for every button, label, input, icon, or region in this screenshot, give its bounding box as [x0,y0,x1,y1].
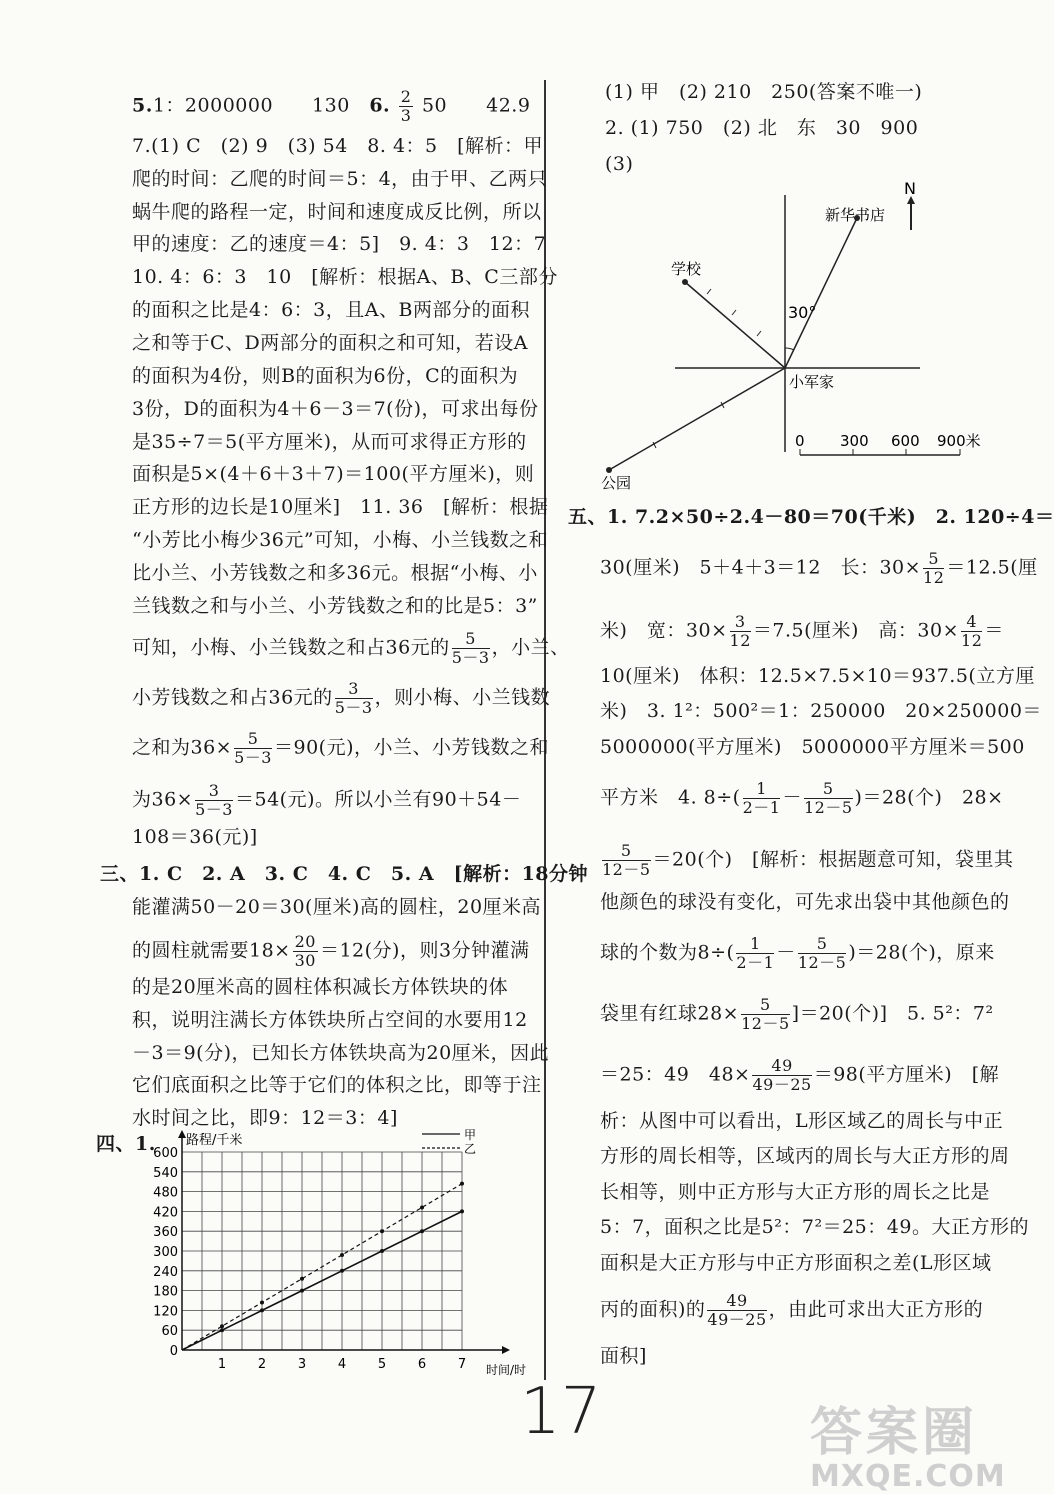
park-label: 公园 [601,474,632,492]
y-tick-label: 240 [153,1264,178,1280]
home-label: 小军家 [789,373,835,391]
answer-line: 球的个数为8÷( $\frac{1}{2-1}$ － $\frac{5}{12-5}$ )＝28(个)，原来 [600,934,995,972]
fraction: $\frac{5}{12-5}$ [797,934,847,972]
park-point [606,467,612,473]
school-label: 学校 [671,260,702,278]
y-tick-label: 300 [153,1245,178,1260]
answer-line: 平方米 4. 8÷( $\frac{1}{2-1}$ － $\frac{5}{12-5}$ )＝28(个) 28× [600,779,1004,817]
data-point [260,1308,264,1312]
answer-line: 之和为36× $\frac{5}{5-3}$ ＝90(元)，小兰、小芳钱数之和 [132,729,549,767]
answer-line: 7.(1) C (2) 9 (3) 54 8. 4：5 [解析：甲 [132,135,544,157]
data-point [380,1249,384,1253]
answer-line: (1) 甲 (2) 210 250(答案不唯一) [605,81,923,103]
route-to-park [609,368,785,470]
fraction: $\frac{2}{3}$ [400,87,412,125]
answer-line: 3份，D的面积为4＋6－3＝7(份)，可求出每份 [132,398,539,420]
answer-line: 爬的时间：乙爬的时间＝5：4，由于甲、乙两只 [132,168,548,190]
answer-line: 兰钱数之和与小兰、小芳钱数之和的比是5：3” [132,595,538,617]
fraction: $\frac{5}{5-3}$ [234,729,272,767]
legend-label: 甲 [464,1128,477,1142]
section-three-line: 三、1. C 2. A 3. C 4. C 5. A [解析：18分钟 [100,863,589,885]
answer-line: 能灌满50－20＝30(厘米)高的圆柱，20厘米高 [132,896,542,918]
answer-line: “小芳比小梅少36元”可知，小梅、小兰钱数之和 [132,529,549,551]
answer-line: 米) 3. 1²：500²＝1：250000 20×250000＝ [600,700,1042,722]
answer-line: 的面积之比是4：6：3，且A、B两部分的面积 [132,299,530,321]
y-tick-label: 0 [169,1344,178,1359]
answer-line: 方形的周长相等，区域丙的周长与大正方形的周 [600,1145,1010,1167]
answer-line: 的面积为4份，则B的面积为6份，C的面积为 [132,365,519,387]
answer-line: 108＝36(元)] [132,826,258,848]
answer-line: 5：7，面积之比是5²：7²＝25：49。大正方形的 [600,1216,1029,1238]
x-tick-label: 6 [417,1357,427,1372]
y-tick-label: 360 [153,1225,178,1241]
y-tick-label: 420 [153,1205,178,1221]
tick [757,331,761,336]
answer-line: 10. 4：6：3 10 [解析：根据A、B、C三部分 [132,266,558,288]
data-point [420,1229,424,1233]
scale-label: 600 [891,432,920,450]
y-tick-label: 540 [153,1165,178,1181]
data-point [300,1277,304,1281]
y-axis-arrow-icon [178,1130,186,1138]
answer-line: 长相等，则中正方形与大正方形的周长之比是 [600,1181,991,1203]
answer-line: 为36× $\frac{3}{5-3}$ ＝54(元)。所以小兰有90＋54－ [132,781,522,819]
answer-line: 蜗牛爬的路程一定，时间和速度成反比例，所以 [132,201,542,223]
data-point [340,1269,344,1273]
legend-label: 乙 [464,1142,477,1156]
data-point [340,1253,344,1257]
y-tick-label: 480 [153,1185,178,1201]
scale-label: 0 [795,432,805,450]
distance-time-chart [140,1128,540,1377]
answer-line: 可知，小梅、小兰钱数之和占36元的 $\frac{5}{5-3}$ ，小兰、 [132,629,570,667]
x-tick-label: 2 [257,1357,267,1372]
answer-line: $\frac{5}{12-5}$ ＝20(个) [解析：根据题意可知，袋里其 [602,841,1014,879]
x-axis-label: 时间/时 [486,1363,527,1377]
answer-line: 析：从图中可以看出，L形区域乙的周长与中正 [600,1110,1004,1132]
tick [732,310,736,315]
data-point [380,1229,384,1233]
answer-line: 小芳钱数之和占36元的 $\frac{3}{5-3}$ ，则小梅、小兰钱数 [132,679,551,717]
answer-line: 积，说明注满长方体铁块所占空间的水要用12 [132,1009,528,1031]
fraction: $\frac{3}{12}$ [729,612,751,650]
answer-line: 5000000(平方厘米) 5000000平方厘米＝500 [600,736,1025,758]
fraction: $\frac{5}{12-5}$ [741,995,790,1033]
answer-line: 之和等于C、D两部分的面积之和可知，若设A [132,332,528,354]
answer-line: 面积是5×(4＋6＋3＋7)＝100(平方厘米)，则 [132,463,535,485]
y-axis-label: 路程/千米 [186,1133,243,1148]
fraction: $\frac{5}{5-3}$ [451,629,490,667]
fraction: $\frac{3}{5-3}$ [195,781,233,819]
data-point [220,1324,224,1328]
data-point [260,1300,264,1304]
school-point [682,279,688,285]
route-to-school [685,282,785,368]
scale-label: 900米 [937,432,981,450]
scale-label: 300 [840,432,869,450]
watermark-title: 答案圈 [810,1403,979,1463]
answer-line: 的是20厘米高的圆柱体积减长方体铁块的体 [132,976,509,998]
fraction: $\frac{1}{2-1}$ [742,779,781,817]
data-point [300,1289,304,1293]
fraction: $\frac{4}{12}$ [961,612,983,650]
answer-line: 5.1：2000000 130 6. $\frac{2}{3}$ 50 42.9 [132,87,531,125]
fraction: $\frac{5}{12-5}$ [602,841,651,879]
answer-line: 是35÷7＝5(平方厘米)，从而可求得正方形的 [132,431,527,453]
data-point [420,1205,424,1209]
answer-line: 面积是大正方形与中正方形面积之差(L形区域 [600,1252,992,1274]
angle-arc [785,348,794,350]
answer-line: 正方形的边长是10厘米] 11. 36 [解析：根据 [132,496,549,518]
answer-line: 2. (1) 750 (2) 北 东 30 900 [605,117,919,139]
answer-line: 米) 宽：30× $\frac{3}{12}$ ＝7.5(厘米) 高：30× $\frac{4}{12}$ ＝ [600,612,1004,650]
fraction: $\frac{49}{49-25}$ [752,1056,812,1094]
answer-line: 水时间之比，即9：12＝3：4] [132,1107,398,1129]
angle-label: 30° [788,303,817,322]
answer-line: 袋里有红球28× $\frac{5}{12-5}$ ]＝20(个)] 5. 5²：7² [600,995,994,1033]
route-to-shop [785,218,857,368]
answer-line: 甲的速度：乙的速度＝4：5] 9. 4：3 12：7 [132,233,547,255]
north-label: N [904,179,916,198]
x-tick-label: 4 [337,1357,347,1372]
y-tick-label: 120 [153,1304,178,1320]
fraction: $\frac{49}{49-25}$ [707,1291,767,1329]
answer-line: －3＝9(分)，已知长方体铁块高为20厘米，因此 [132,1042,550,1064]
shop-label: 新华书店 [825,206,886,224]
tick [707,289,711,294]
answer-line: 丙的面积)的 $\frac{49}{49-25}$ ，由此可求出大正方形的 [600,1291,984,1329]
direction-map [595,180,1000,500]
watermark-url: MXQE.COM [810,1459,1006,1494]
data-point [220,1328,224,1332]
watermark [810,1390,1006,1494]
x-tick-label: 7 [457,1357,467,1372]
data-point [460,1182,464,1186]
answer-line: 它们底面积之比等于它们的体积之比，即等于注 [132,1074,542,1096]
x-tick-label: 5 [377,1357,387,1372]
answer-line: 面积] [600,1345,647,1367]
fraction: $\frac{20}{30}$ [294,932,316,970]
answer-line: (3) [605,153,634,175]
fraction: $\frac{5}{12}$ [923,549,945,587]
x-axis-arrow-icon [502,1346,510,1354]
fraction: $\frac{3}{5-3}$ [334,679,373,717]
answer-line: 他颜色的球没有变化，可先求出袋中其他颜色的 [600,891,1010,913]
answer-line: 10(厘米) 体积：12.5×7.5×10＝937.5(立方厘 [600,665,1035,687]
answer-line: 30(厘米) 5＋4＋3＝12 长：30× $\frac{5}{12}$ ＝12.5(厘 [600,549,1038,587]
answer-line: ＝25：49 48× $\frac{49}{49-25}$ ＝98(平方厘米) [解 [600,1056,1000,1094]
answer-line: 的圆柱就需要18× $\frac{20}{30}$ ＝12(分)，则3分钟灌满 [132,932,530,970]
fraction: $\frac{1}{2-1}$ [736,934,775,972]
fraction: $\frac{5}{12-5}$ [803,779,853,817]
x-tick-label: 1 [217,1357,227,1372]
answer-line: 比小兰、小芳钱数之和多36元。根据“小梅、小 [132,562,538,584]
y-tick-label: 180 [153,1284,178,1300]
page-number: 17 [520,1375,602,1449]
x-tick-label: 3 [297,1357,307,1372]
y-tick-label: 60 [161,1324,178,1340]
data-point [460,1209,464,1213]
section-five-line: 五、1. 7.2×50÷2.4－80＝70(千米) 2. 120÷4＝ [568,506,1054,528]
y-tick-label: 600 [153,1146,178,1161]
section-four-label: 四、1. [96,1133,156,1155]
